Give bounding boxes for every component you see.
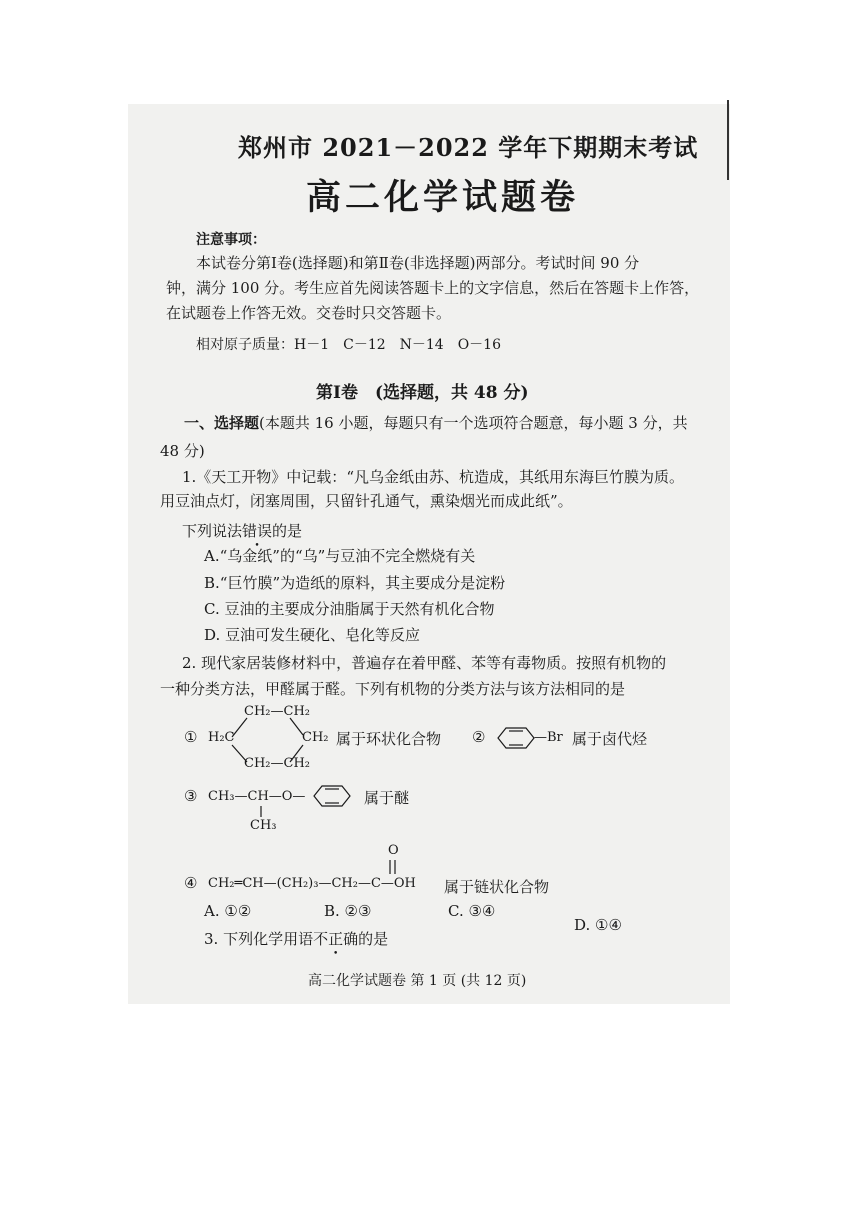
q2-item2-number: ② <box>472 728 486 746</box>
atomic-mass-label: 相对原子质量： <box>196 337 294 353</box>
q2-item4-number: ④ <box>184 874 198 892</box>
section-intro-rest: (本题共 16 小题，每题只有一个选项符合题意，每小题 3 分，共 <box>259 414 688 432</box>
q1-option-b: B.“巨竹膜”为造纸的原料，其主要成分是淀粉 <box>204 574 506 592</box>
section-intro-bold: 一、选择题 <box>184 414 260 432</box>
q2-item4-carbonyl-oxygen: O <box>388 843 399 858</box>
q2-line-1: 2. 现代家居装修材料中，普遍存在着甲醛、苯等有毒物质。按照有机物的 <box>182 654 667 672</box>
section-title: 第Ⅰ卷 (选择题，共 48 分) <box>316 383 529 403</box>
q2-item4-main: CH₂═CH—(CH₂)₃—CH₂—C—OH <box>208 876 416 891</box>
q2-item1-bottom: CH₂—CH₂ <box>244 756 310 771</box>
q1-stem-before: 下列说法 <box>182 522 243 540</box>
q2-line-2: 一种分类方法，甲醛属于醛。下列有机物的分类方法与该方法相同的是 <box>160 680 626 698</box>
q2-item3-number: ③ <box>184 787 198 805</box>
q2-item2-desc: 属于卤代烃 <box>572 730 648 748</box>
q2-option-c: C. ③④ <box>448 902 496 920</box>
q2-item4-desc: 属于链状化合物 <box>444 878 550 896</box>
exam-subtitle: 高二化学试题卷 <box>306 177 580 218</box>
q3-stem <box>204 928 388 949</box>
q2-item1-left: H₂C <box>208 730 235 745</box>
q2-item3-branch: CH₃ <box>250 818 277 833</box>
q3-stem-after: 的是 <box>358 930 389 948</box>
q2-option-b: B. ②③ <box>324 902 372 920</box>
q2-item2-substituent: —Br <box>534 730 563 745</box>
q2-item1-top: CH₂—CH₂ <box>244 704 310 719</box>
notice-line-3: 在试题卷上作答无效。交卷时只交答题卡。 <box>166 304 452 322</box>
q1-option-a: A.“乌金纸”的“乌”与豆油不完全燃烧有关 <box>204 547 476 565</box>
q1-option-d: D. 豆油可发生硬化、皂化等反应 <box>204 626 421 644</box>
q2-item3-main: CH₃—CH—O— <box>208 789 306 804</box>
q2-item3-desc: 属于醚 <box>364 789 410 807</box>
q2-option-a: A. ①② <box>204 902 252 920</box>
q2-item1-right: CH₂ <box>302 730 329 745</box>
exam-title: 郑州市 2021－2022 学年下期期末考试 <box>238 133 699 162</box>
atomic-mass-values: H－1 C－12 N－14 O－16 <box>294 337 501 353</box>
q1-option-c: C. 豆油的主要成分油脂属于天然有机化合物 <box>204 600 495 618</box>
q2-item1-number: ① <box>184 728 198 746</box>
notice-heading: 注意事项： <box>196 232 266 248</box>
q1-stem-emphasis: 错误 <box>242 522 273 540</box>
notice-line-1: 本试卷分第Ⅰ卷(选择题)和第Ⅱ卷(非选择题)两部分。考试时间 90 分 <box>196 254 640 272</box>
q2-item1-desc: 属于环状化合物 <box>336 730 442 748</box>
q1-line-1: 1.《天工开物》中记载：“凡乌金纸由苏、杭造成，其纸用东海巨竹膜为质。 <box>182 468 684 486</box>
page-footer: 高二化学试题卷 第 1 页 (共 12 页) <box>308 973 527 989</box>
q2-option-d: D. ①④ <box>574 916 622 934</box>
section-intro-line-2: 48 分) <box>160 442 205 460</box>
q1-stem-after: 的是 <box>272 522 303 540</box>
q1-line-2: 用豆油点灯，闭塞周围，只留针孔通气，熏染烟光而成此纸”。 <box>160 492 573 510</box>
q3-stem-before: 3. 下列化学用语 <box>204 930 314 948</box>
q3-stem-emphasis: 不正确 <box>313 930 359 948</box>
notice-line-2: 钟，满分 100 分。考生应首先阅读答题卡上的文字信息，然后在答题卡上作答， <box>166 279 700 297</box>
